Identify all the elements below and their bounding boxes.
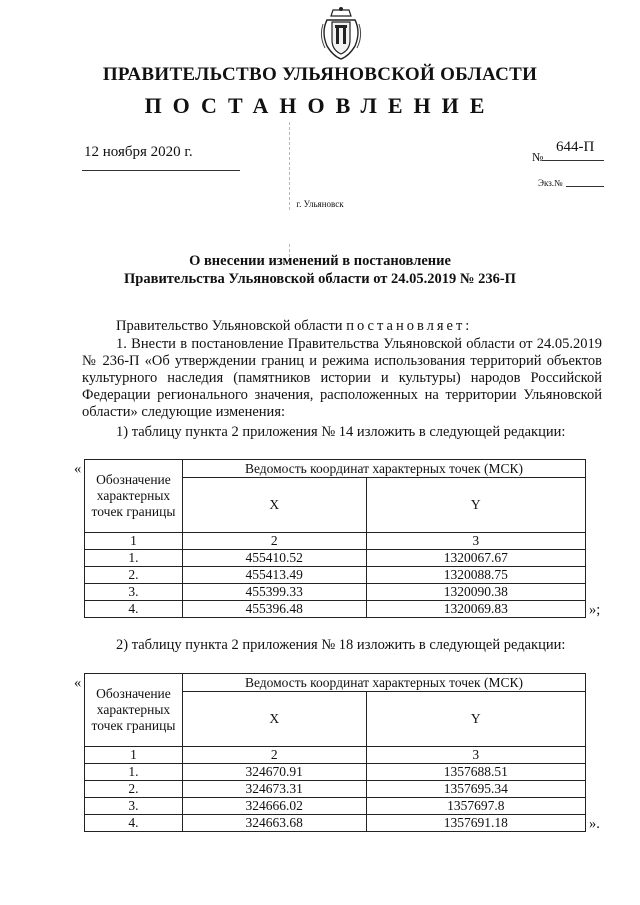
close-quote: ». bbox=[589, 816, 600, 832]
point-cell: 2. bbox=[85, 781, 183, 798]
intro-prefix: Правительство Ульяновской области bbox=[116, 318, 343, 334]
index-cell: 1 bbox=[85, 533, 183, 550]
document-number: 644-П bbox=[556, 139, 595, 155]
document-subject bbox=[0, 252, 640, 288]
index-cell: 2 bbox=[182, 747, 366, 764]
y-cell: 1320088.75 bbox=[366, 567, 586, 584]
point-cell: 1. bbox=[85, 764, 183, 781]
table-row bbox=[85, 567, 586, 584]
fold-line bbox=[289, 122, 290, 210]
x-cell: 324670.91 bbox=[182, 764, 366, 781]
subitem-2-paragraph: 2) таблицу пункта 2 приложения № 18 изложить в следующей редакции: bbox=[116, 637, 566, 653]
y-cell: 1320069.83 bbox=[366, 601, 586, 618]
col-point-header: Обозначение характерных точек границы bbox=[85, 674, 183, 747]
y-cell: 1357688.51 bbox=[366, 764, 586, 781]
number-sign: № bbox=[532, 150, 544, 164]
point-cell: 4. bbox=[85, 601, 183, 618]
table-row bbox=[85, 798, 586, 815]
x-cell: 455399.33 bbox=[182, 584, 366, 601]
open-quote: « bbox=[74, 675, 82, 691]
intro-paragraph bbox=[116, 318, 472, 335]
group-header: Ведомость координат характерных точек (МСК) bbox=[182, 674, 585, 692]
table-row bbox=[85, 550, 586, 567]
government-title: ПРАВИТЕЛЬСТВО УЛЬЯНОВСКОЙ ОБЛАСТИ bbox=[102, 64, 538, 85]
index-cell: 2 bbox=[182, 533, 366, 550]
point-cell: 1. bbox=[85, 550, 183, 567]
table-row bbox=[85, 584, 586, 601]
subject-line: Правительства Ульяновской области от 24.05.2019 № 236-П bbox=[124, 271, 516, 287]
coordinates-table bbox=[84, 673, 586, 832]
table-row bbox=[85, 781, 586, 798]
y-header: Y bbox=[366, 692, 586, 747]
point-cell: 2. bbox=[85, 567, 183, 584]
city: г. Ульяновск bbox=[296, 199, 344, 209]
table-row bbox=[85, 601, 586, 618]
point-cell: 3. bbox=[85, 584, 183, 601]
y-cell: 1357697.8 bbox=[366, 798, 586, 815]
intro-verb: постановляет: bbox=[346, 318, 473, 334]
y-cell: 1357695.34 bbox=[366, 781, 586, 798]
item-1-paragraph: 1. Внести в постановление Правительства Ульяновской области от 24.05.2019 № 236-П «Об утверждении границ и режима использования территорий объектов культурного наследия (памятников истории и культуры) народов Российской Федерации регионального значения, расположенных на территории Ульяновской области» следующие изменения: bbox=[82, 336, 602, 420]
index-cell: 1 bbox=[85, 747, 183, 764]
document-type: ПОСТАНОВЛЕНИЕ bbox=[144, 93, 496, 118]
number-underline bbox=[542, 160, 604, 161]
y-cell: 1357691.18 bbox=[366, 815, 586, 832]
col-point-header: Обозначение характерных точек границы bbox=[85, 460, 183, 533]
date-underline bbox=[82, 170, 240, 171]
y-header: Y bbox=[366, 478, 586, 533]
subitem-1-paragraph: 1) таблицу пункта 2 приложения № 14 изложить в следующей редакции: bbox=[116, 424, 566, 440]
group-header: Ведомость координат характерных точек (МСК) bbox=[182, 460, 585, 478]
copy-underline bbox=[566, 186, 604, 187]
table-row bbox=[85, 815, 586, 832]
y-cell: 1320067.67 bbox=[366, 550, 586, 567]
open-quote: « bbox=[74, 461, 82, 477]
point-cell: 4. bbox=[85, 815, 183, 832]
x-cell: 324663.68 bbox=[182, 815, 366, 832]
table-row bbox=[85, 764, 586, 781]
x-header: X bbox=[182, 478, 366, 533]
coat-of-arms-icon bbox=[319, 6, 363, 62]
x-cell: 455413.49 bbox=[182, 567, 366, 584]
x-cell: 324666.02 bbox=[182, 798, 366, 815]
index-cell: 3 bbox=[366, 533, 586, 550]
x-cell: 455396.48 bbox=[182, 601, 366, 618]
copy-label: Экз.№ bbox=[538, 178, 563, 188]
x-cell: 324673.31 bbox=[182, 781, 366, 798]
index-cell: 3 bbox=[366, 747, 586, 764]
coordinates-table bbox=[84, 459, 586, 618]
y-cell: 1320090.38 bbox=[366, 584, 586, 601]
document-date: 12 ноября 2020 г. bbox=[84, 144, 193, 160]
subject-line: О внесении изменений в постановление bbox=[189, 253, 451, 269]
point-cell: 3. bbox=[85, 798, 183, 815]
x-header: X bbox=[182, 692, 366, 747]
close-quote: »; bbox=[589, 602, 601, 618]
x-cell: 455410.52 bbox=[182, 550, 366, 567]
